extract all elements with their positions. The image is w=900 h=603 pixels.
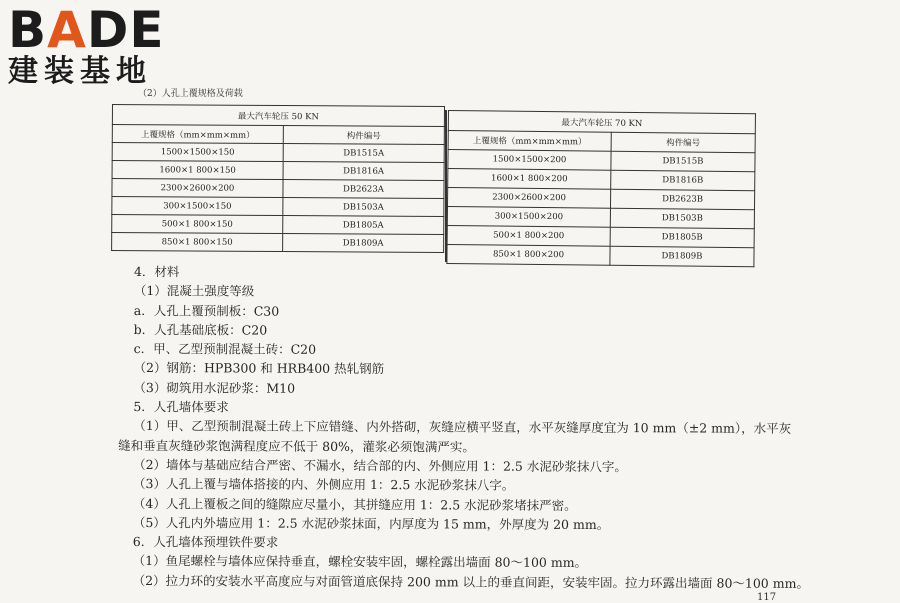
- table-row: [112, 197, 444, 217]
- section-heading: 6．人孔墙体预埋铁件要求: [132, 534, 279, 550]
- spec-cell: 1500×1500×200: [448, 150, 611, 171]
- spec-cell: 1500×1500×150: [112, 143, 283, 162]
- spec-table-50kn: [111, 104, 445, 253]
- section-caption: （2）人孔上覆规格及荷载: [138, 89, 243, 99]
- body-line: （1）鱼尾螺栓与墙体应保持垂直，螺栓安装牢固，螺栓露出墙面 80～100 mm。: [132, 553, 588, 571]
- code-cell: DB1805B: [610, 227, 754, 248]
- spec-cell: 1600×1 800×150: [112, 161, 283, 180]
- body-line: a．人孔上覆预制板：C30: [133, 302, 280, 319]
- table-row: [112, 143, 444, 163]
- table-row: [112, 215, 444, 235]
- spec-cell: 300×1500×150: [112, 197, 283, 216]
- spec-cell: 500×1 800×200: [447, 225, 610, 246]
- body-text: [118, 262, 900, 593]
- spec-cell: 850×1 800×150: [112, 233, 283, 252]
- code-cell: DB1809B: [610, 246, 754, 267]
- code-cell: DB1515A: [283, 144, 444, 163]
- spec-cell: 2300×2600×200: [447, 188, 610, 209]
- code-cell: DB1503B: [610, 208, 754, 229]
- brand-logo: [8, 1, 183, 89]
- body-line: （1）混凝土强度等级: [133, 283, 255, 299]
- section-heading: 4．材料: [133, 263, 180, 280]
- body-line: （3）人孔上覆与墙体搭接的内、外侧应用 1：2.5 水泥砂浆抹八字。: [132, 476, 515, 493]
- spec-cell: 500×1 800×150: [112, 215, 283, 234]
- section-heading: 5．人孔墙体要求: [133, 399, 229, 415]
- logo-subtitle: 建装基地: [8, 54, 152, 89]
- spec-cell: 300×1500×200: [447, 206, 610, 227]
- body-line: （2）钢筋：HPB300 和 HRB400 热轧钢筋: [133, 360, 385, 377]
- body-line: （2）拉力环的安装水平高度应与对面管道底保持 200 mm 以上的垂直间距，安装牢固。拉力环露出墙面 80～100 mm。: [132, 572, 809, 591]
- body-line: （1）甲、乙型预制混凝土砖上下应错缝、内外搭砌，灰缝应横平竖直，水平灰缝厚度宜为 10 mm（±2 mm），水平灰: [133, 418, 792, 437]
- code-cell: DB1515B: [611, 151, 755, 172]
- code-cell: DB1816B: [611, 170, 755, 191]
- body-line: b．人孔基础底板：C20: [133, 321, 268, 338]
- spec-cell: 1600×1 800×200: [448, 169, 611, 190]
- table-row: [112, 233, 444, 253]
- code-cell: DB1816A: [283, 162, 444, 181]
- page-number: 117: [757, 592, 777, 603]
- body-line: c．甲、乙型预制混凝土砖：C20: [133, 341, 317, 357]
- code-cell: DB2623B: [610, 189, 754, 210]
- body-line: 缝和垂直灰缝砂浆饱满程度应不低于 80%，灌浆必须饱满严实。: [118, 437, 475, 455]
- column-header-spec: 上覆规格（mm×mm×mm）: [448, 131, 611, 152]
- table-title: 最大汽车轮压 50 KN: [112, 105, 444, 127]
- code-cell: DB1805A: [283, 216, 444, 235]
- body-line: （2）墙体与基础应结合严密、不漏水，结合部的内、外侧应用 1：2.5 水泥砂浆抹八字。: [133, 456, 627, 475]
- column-header-code: 构件编号: [611, 132, 755, 153]
- table-row: [112, 179, 444, 199]
- body-line: （4）人孔上覆板之间的缝隙应尽量小，其拼缝应用 1：2.5 水泥砂浆堵抹严密。: [132, 495, 577, 513]
- column-header-code: 构件编号: [283, 126, 444, 145]
- spec-table-70kn: [446, 110, 756, 267]
- body-line: （3）砌筑用水泥砂浆：M10: [133, 379, 296, 396]
- table-title: 最大汽车轮压 70 KN: [448, 111, 755, 134]
- code-cell: DB1503A: [283, 198, 444, 217]
- logo-wordmark: BADE: [8, 1, 165, 59]
- spec-cell: 2300×2600×200: [112, 179, 283, 198]
- spec-cell: 850×1 800×200: [447, 244, 610, 265]
- column-header-spec: 上覆规格（mm×mm×mm）: [112, 125, 283, 144]
- code-cell: DB2623A: [283, 180, 444, 199]
- table-row: [112, 161, 444, 181]
- code-cell: DB1809A: [283, 234, 444, 253]
- body-line: （5）人孔内外墙应用 1：2.5 水泥砂浆抹面，内厚度为 15 mm，外厚度为 20 mm。: [132, 514, 610, 532]
